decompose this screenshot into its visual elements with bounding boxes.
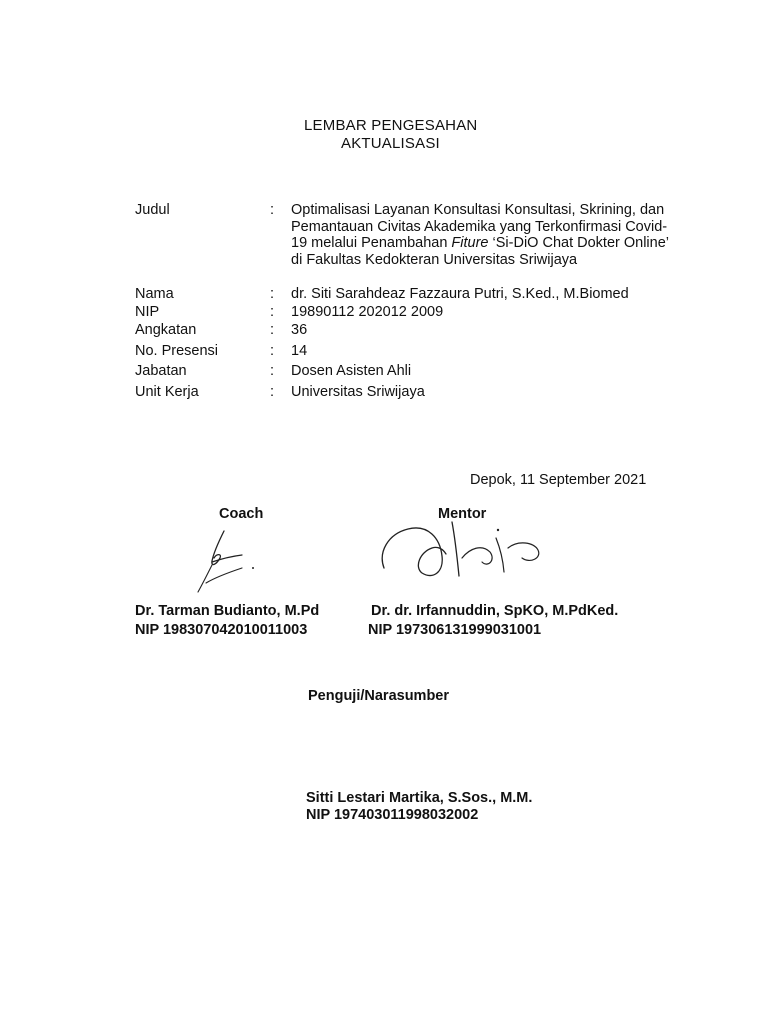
field-colon: : xyxy=(270,286,275,302)
field-colon: : xyxy=(270,304,275,320)
field-value-nip: 19890112 202012 2009 xyxy=(291,304,444,320)
document-subtitle: AKTUALISASI xyxy=(341,135,440,152)
field-value-presensi: 14 xyxy=(291,343,308,359)
document-title: LEMBAR PENGESAHAN xyxy=(304,117,478,134)
field-value-nama: dr. Siti Sarahdeaz Fazzaura Putri, S.Ked., M.Biomed xyxy=(291,286,629,302)
coach-nip: NIP 198307042010011003 xyxy=(135,622,308,638)
field-colon: : xyxy=(270,322,275,338)
coach-role-label: Coach xyxy=(219,506,264,522)
field-value-angkatan: 36 xyxy=(291,322,308,338)
field-label: Angkatan xyxy=(135,322,197,338)
field-colon: : xyxy=(270,363,275,379)
field-label: Jabatan xyxy=(135,363,187,379)
field-label: No. Presensi xyxy=(135,343,219,359)
field-colon: : xyxy=(270,202,275,218)
field-value-jabatan: Dosen Asisten Ahli xyxy=(291,363,412,379)
coach-signature xyxy=(190,525,265,597)
field-value-judul xyxy=(291,202,671,268)
field-label: Unit Kerja xyxy=(135,384,199,400)
mentor-name: Dr. dr. Irfannuddin, SpKO, M.PdKed. xyxy=(371,603,619,619)
examiner-role-label: Penguji/Narasumber xyxy=(308,688,450,704)
judul-italic-text: Fiture xyxy=(451,235,489,251)
coach-name: Dr. Tarman Budianto, M.Pd xyxy=(135,603,320,619)
judul-text-end: ‘Si-DiO Chat Dokter Online’ di Fakultas Kedokteran Universitas Sriwijaya xyxy=(291,235,669,268)
date-line: Depok, 11 September 2021 xyxy=(470,472,647,488)
field-colon: : xyxy=(270,343,275,359)
field-colon: : xyxy=(270,384,275,400)
field-label: Judul xyxy=(135,202,170,218)
examiner-nip: NIP 197403011998032002 xyxy=(306,807,479,823)
field-value-unit-kerja: Universitas Sriwijaya xyxy=(291,384,425,400)
field-label: Nama xyxy=(135,286,174,302)
field-label: NIP xyxy=(135,304,160,320)
examiner-name: Sitti Lestari Martika, S.Sos., M.M. xyxy=(306,790,533,806)
mentor-role-label: Mentor xyxy=(438,506,487,522)
judul-text: Optimalisasi Layanan Konsultasi Konsultasi, Skrining, dan Pemantauan Civitas Akademika yang Terkonfirmasi Covid-19 melalui Penambahan xyxy=(291,202,668,251)
mentor-signature xyxy=(378,518,558,584)
mentor-nip: NIP 197306131999031001 xyxy=(368,622,542,638)
